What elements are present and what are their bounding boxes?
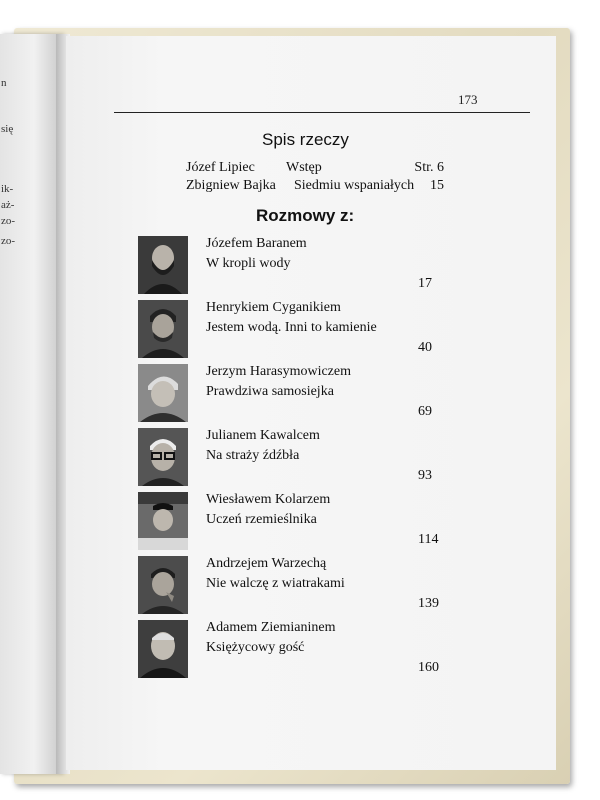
interview-page: 69 [418, 404, 432, 419]
interviewee-name: Wiesławem Kolarzem [206, 492, 331, 507]
interview-entry [138, 236, 458, 300]
portrait-photo [138, 236, 188, 294]
interview-title: Księżycowy gość [206, 640, 305, 655]
page-number: 173 [458, 92, 478, 107]
interview-page: 114 [418, 532, 439, 547]
interview-title: Nie walczę z wiatrakami [206, 576, 345, 591]
interview-title: Prawdziwa samosiejka [206, 384, 334, 399]
right-page [66, 36, 556, 770]
interview-title: W kropli wody [206, 256, 291, 271]
interviewee-name: Henrykiem Cyganikiem [206, 300, 341, 315]
interview-entry [138, 492, 458, 556]
interview-entry [138, 556, 458, 620]
intro-author: Zbigniew Bajka [186, 178, 276, 193]
left-page-fragment: n [1, 77, 7, 89]
intro-title: Siedmiu wspaniałych [294, 178, 415, 193]
portrait-photo [138, 620, 188, 678]
portrait-photo [138, 556, 188, 614]
interview-page: 160 [418, 660, 439, 675]
portrait-photo [138, 492, 188, 550]
interviewee-name: Jerzym Harasymowiczem [206, 364, 351, 379]
section-title: Rozmowy z: [256, 206, 355, 225]
intro-page: Str. 6 [414, 160, 444, 175]
portrait-photo [138, 364, 188, 422]
interview-entry [138, 428, 458, 492]
portrait-photo [138, 428, 188, 486]
portrait-photo [138, 300, 188, 358]
interview-page: 17 [418, 276, 432, 291]
interviewee-name: Józefem Baranem [206, 236, 307, 251]
interviewee-name: Andrzejem Warzechą [206, 556, 327, 571]
interview-title: Jestem wodą. Inni to kamienie [206, 320, 377, 335]
interview-page: 40 [418, 340, 432, 355]
header-rule [114, 112, 530, 113]
intro-title: Wstęp [286, 160, 322, 175]
interview-title: Na straży źdźbła [206, 448, 300, 463]
interview-title: Uczeń rzemieślnika [206, 512, 317, 527]
left-page-fragment: się [1, 123, 14, 135]
interview-entry [138, 300, 458, 364]
interview-entry [138, 364, 458, 428]
left-page-fragment: zo- [1, 215, 16, 227]
interview-page: 139 [418, 596, 439, 611]
page-title: Spis rzeczy [262, 130, 349, 149]
interview-entry [138, 620, 458, 684]
left-page [0, 34, 62, 774]
left-page-fragment: ik- [1, 183, 14, 195]
intro-page: 15 [430, 178, 444, 193]
interview-page: 93 [418, 468, 432, 483]
left-page-fragment: aż- [1, 199, 15, 211]
intro-author: Józef Lipiec [186, 160, 255, 175]
interviewee-name: Adamem Ziemianinem [206, 620, 336, 635]
left-page-fragment: zo- [1, 235, 16, 247]
interviewee-name: Julianem Kawalcem [206, 428, 320, 443]
